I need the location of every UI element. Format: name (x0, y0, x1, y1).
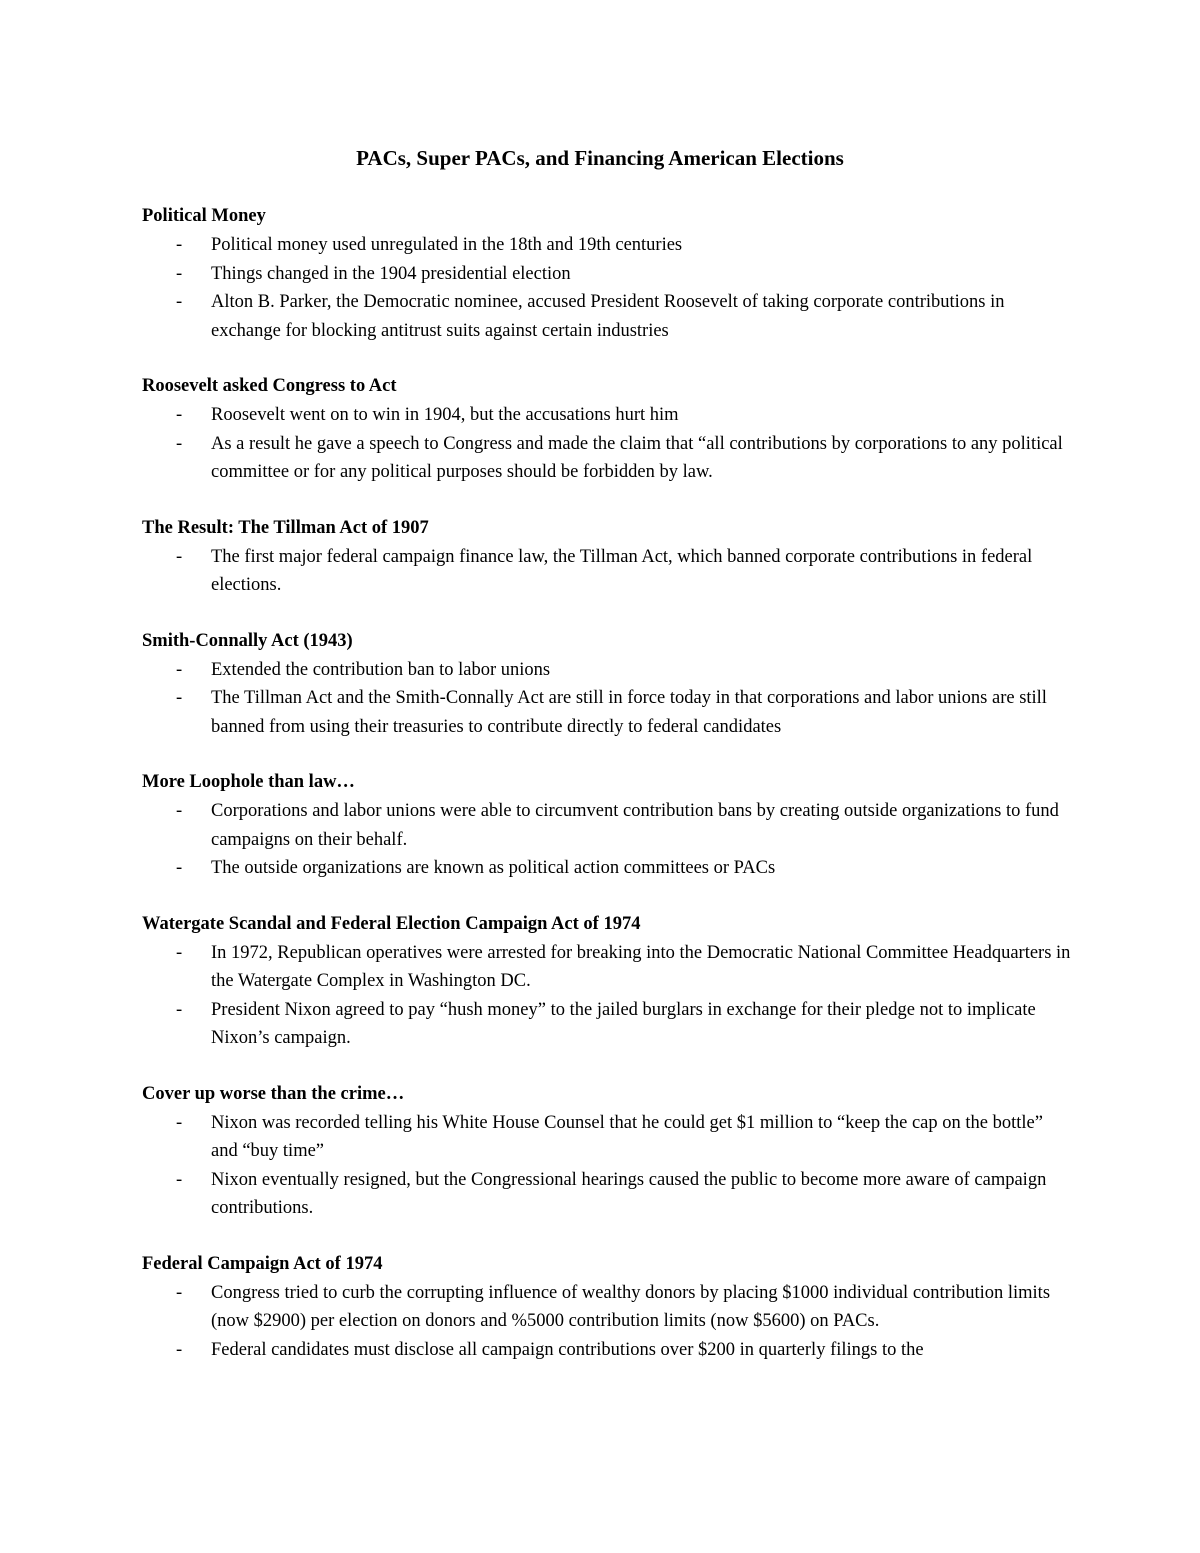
bullet-list (142, 1109, 1072, 1223)
bullet-list (142, 231, 1072, 345)
dash-bullet-marker: - (176, 1112, 183, 1133)
bullet-text: President Nixon agreed to pay “hush money” to the jailed burglars in exchange for their pledge not to implicate Nixon’s campaign. (211, 999, 1036, 1048)
bullet-item (142, 1166, 1072, 1223)
section-watergate-scandal (142, 910, 1072, 1053)
section-federal-campaign-act (142, 1250, 1072, 1365)
bullet-item (142, 1279, 1072, 1336)
bullet-text: Congress tried to curb the corrupting influence of wealthy donors by placing $1000 individual contribution limits (now $2900) per election on donors and %5000 contribution limits (now $5600) on PACs. (211, 1282, 1051, 1331)
bullet-text: Things changed in the 1904 presidential election (211, 263, 571, 284)
bullet-list (142, 1279, 1072, 1365)
section-heading: Cover up worse than the crime… (142, 1083, 405, 1104)
bullet-text: Corporations and labor unions were able to circumvent contribution bans by creating outside organizations to fund campaigns on their behalf. (211, 801, 1059, 850)
section-political-money (142, 202, 1072, 345)
bullet-item (142, 260, 1072, 289)
bullet-item (142, 939, 1072, 996)
section-tillman-act (142, 514, 1072, 600)
section-more-loophole (142, 768, 1072, 883)
section-heading: More Loophole than law… (142, 772, 355, 792)
section-heading: Federal Campaign Act of 1974 (142, 1253, 383, 1274)
bullet-list (142, 543, 1072, 600)
document-title: PACs, Super PACs, and Financing American Elections (356, 146, 844, 170)
dash-bullet-marker: - (176, 546, 183, 567)
dash-bullet-marker: - (176, 659, 183, 680)
bullet-item (142, 401, 1072, 430)
section-heading: Watergate Scandal and Federal Election Campaign Act of 1974 (142, 913, 641, 934)
bullet-list (142, 939, 1072, 1053)
bullet-item (142, 231, 1072, 260)
dash-bullet-marker: - (176, 688, 183, 708)
dash-bullet-marker: - (176, 801, 183, 821)
bullet-text: Roosevelt went on to win in 1904, but the accusations hurt him (211, 405, 679, 425)
bullet-text: Nixon eventually resigned, but the Congressional hearings caused the public to become more aware of campaign contributions. (211, 1169, 1047, 1218)
bullet-text: The first major federal campaign finance law, the Tillman Act, which banned corporate contributions in federal elections. (211, 546, 1033, 595)
dash-bullet-marker: - (176, 1339, 183, 1360)
bullet-item (142, 543, 1072, 600)
bullet-item (142, 430, 1072, 487)
bullet-text: Nixon was recorded telling his White House Counsel that he could get $1 million to “keep the cap on the bottle” and “buy time” (211, 1112, 1043, 1161)
document-body (142, 202, 1072, 1391)
dash-bullet-marker: - (176, 858, 183, 878)
bullet-item (142, 996, 1072, 1053)
bullet-list (142, 401, 1072, 487)
bullet-list (142, 797, 1072, 883)
bullet-text: The Tillman Act and the Smith-Connally Act are still in force today in that corporations and labor unions are still banned from using their treasuries to contribute directly to federal candidates (211, 688, 1047, 737)
bullet-text: In 1972, Republican operatives were arrested for breaking into the Democratic National Committee Headquarters in the Watergate Complex in Washington DC. (211, 942, 1071, 991)
section-heading: Roosevelt asked Congress to Act (142, 376, 397, 396)
dash-bullet-marker: - (176, 235, 183, 255)
section-heading: Smith-Connally Act (1943) (142, 630, 353, 651)
dash-bullet-marker: - (176, 999, 183, 1020)
section-heading: The Result: The Tillman Act of 1907 (142, 517, 429, 538)
dash-bullet-marker: - (176, 433, 183, 454)
dash-bullet-marker: - (176, 263, 183, 284)
bullet-text: Federal candidates must disclose all campaign contributions over $200 in quarterly filings to the (211, 1339, 924, 1360)
dash-bullet-marker: - (176, 405, 183, 425)
bullet-item (142, 797, 1072, 854)
bullet-item (142, 288, 1072, 345)
bullet-text: The outside organizations are known as political action committees or PACs (211, 858, 776, 878)
dash-bullet-marker: - (176, 292, 183, 312)
dash-bullet-marker: - (176, 1282, 183, 1303)
section-heading: Political Money (142, 206, 266, 226)
bullet-item (142, 684, 1072, 741)
section-smith-connally-act (142, 627, 1072, 742)
section-cover-up (142, 1080, 1072, 1223)
bullet-item (142, 1109, 1072, 1166)
dash-bullet-marker: - (176, 942, 183, 963)
bullet-list (142, 656, 1072, 742)
bullet-text: As a result he gave a speech to Congress and made the claim that “all contributions by corporations to any political committee or for any political purposes should be forbidden by law. (211, 433, 1063, 482)
dash-bullet-marker: - (176, 1169, 183, 1190)
bullet-text: Extended the contribution ban to labor unions (211, 659, 551, 680)
bullet-text: Alton B. Parker, the Democratic nominee, accused President Roosevelt of taking corporate contributions in exchange for blocking antitrust suits against certain industries (211, 292, 1005, 341)
bullet-item (142, 656, 1072, 685)
bullet-text: Political money used unregulated in the 18th and 19th centuries (211, 235, 683, 255)
bullet-item (142, 1336, 1072, 1365)
section-roosevelt-asked-congress (142, 372, 1072, 487)
bullet-item (142, 854, 1072, 883)
